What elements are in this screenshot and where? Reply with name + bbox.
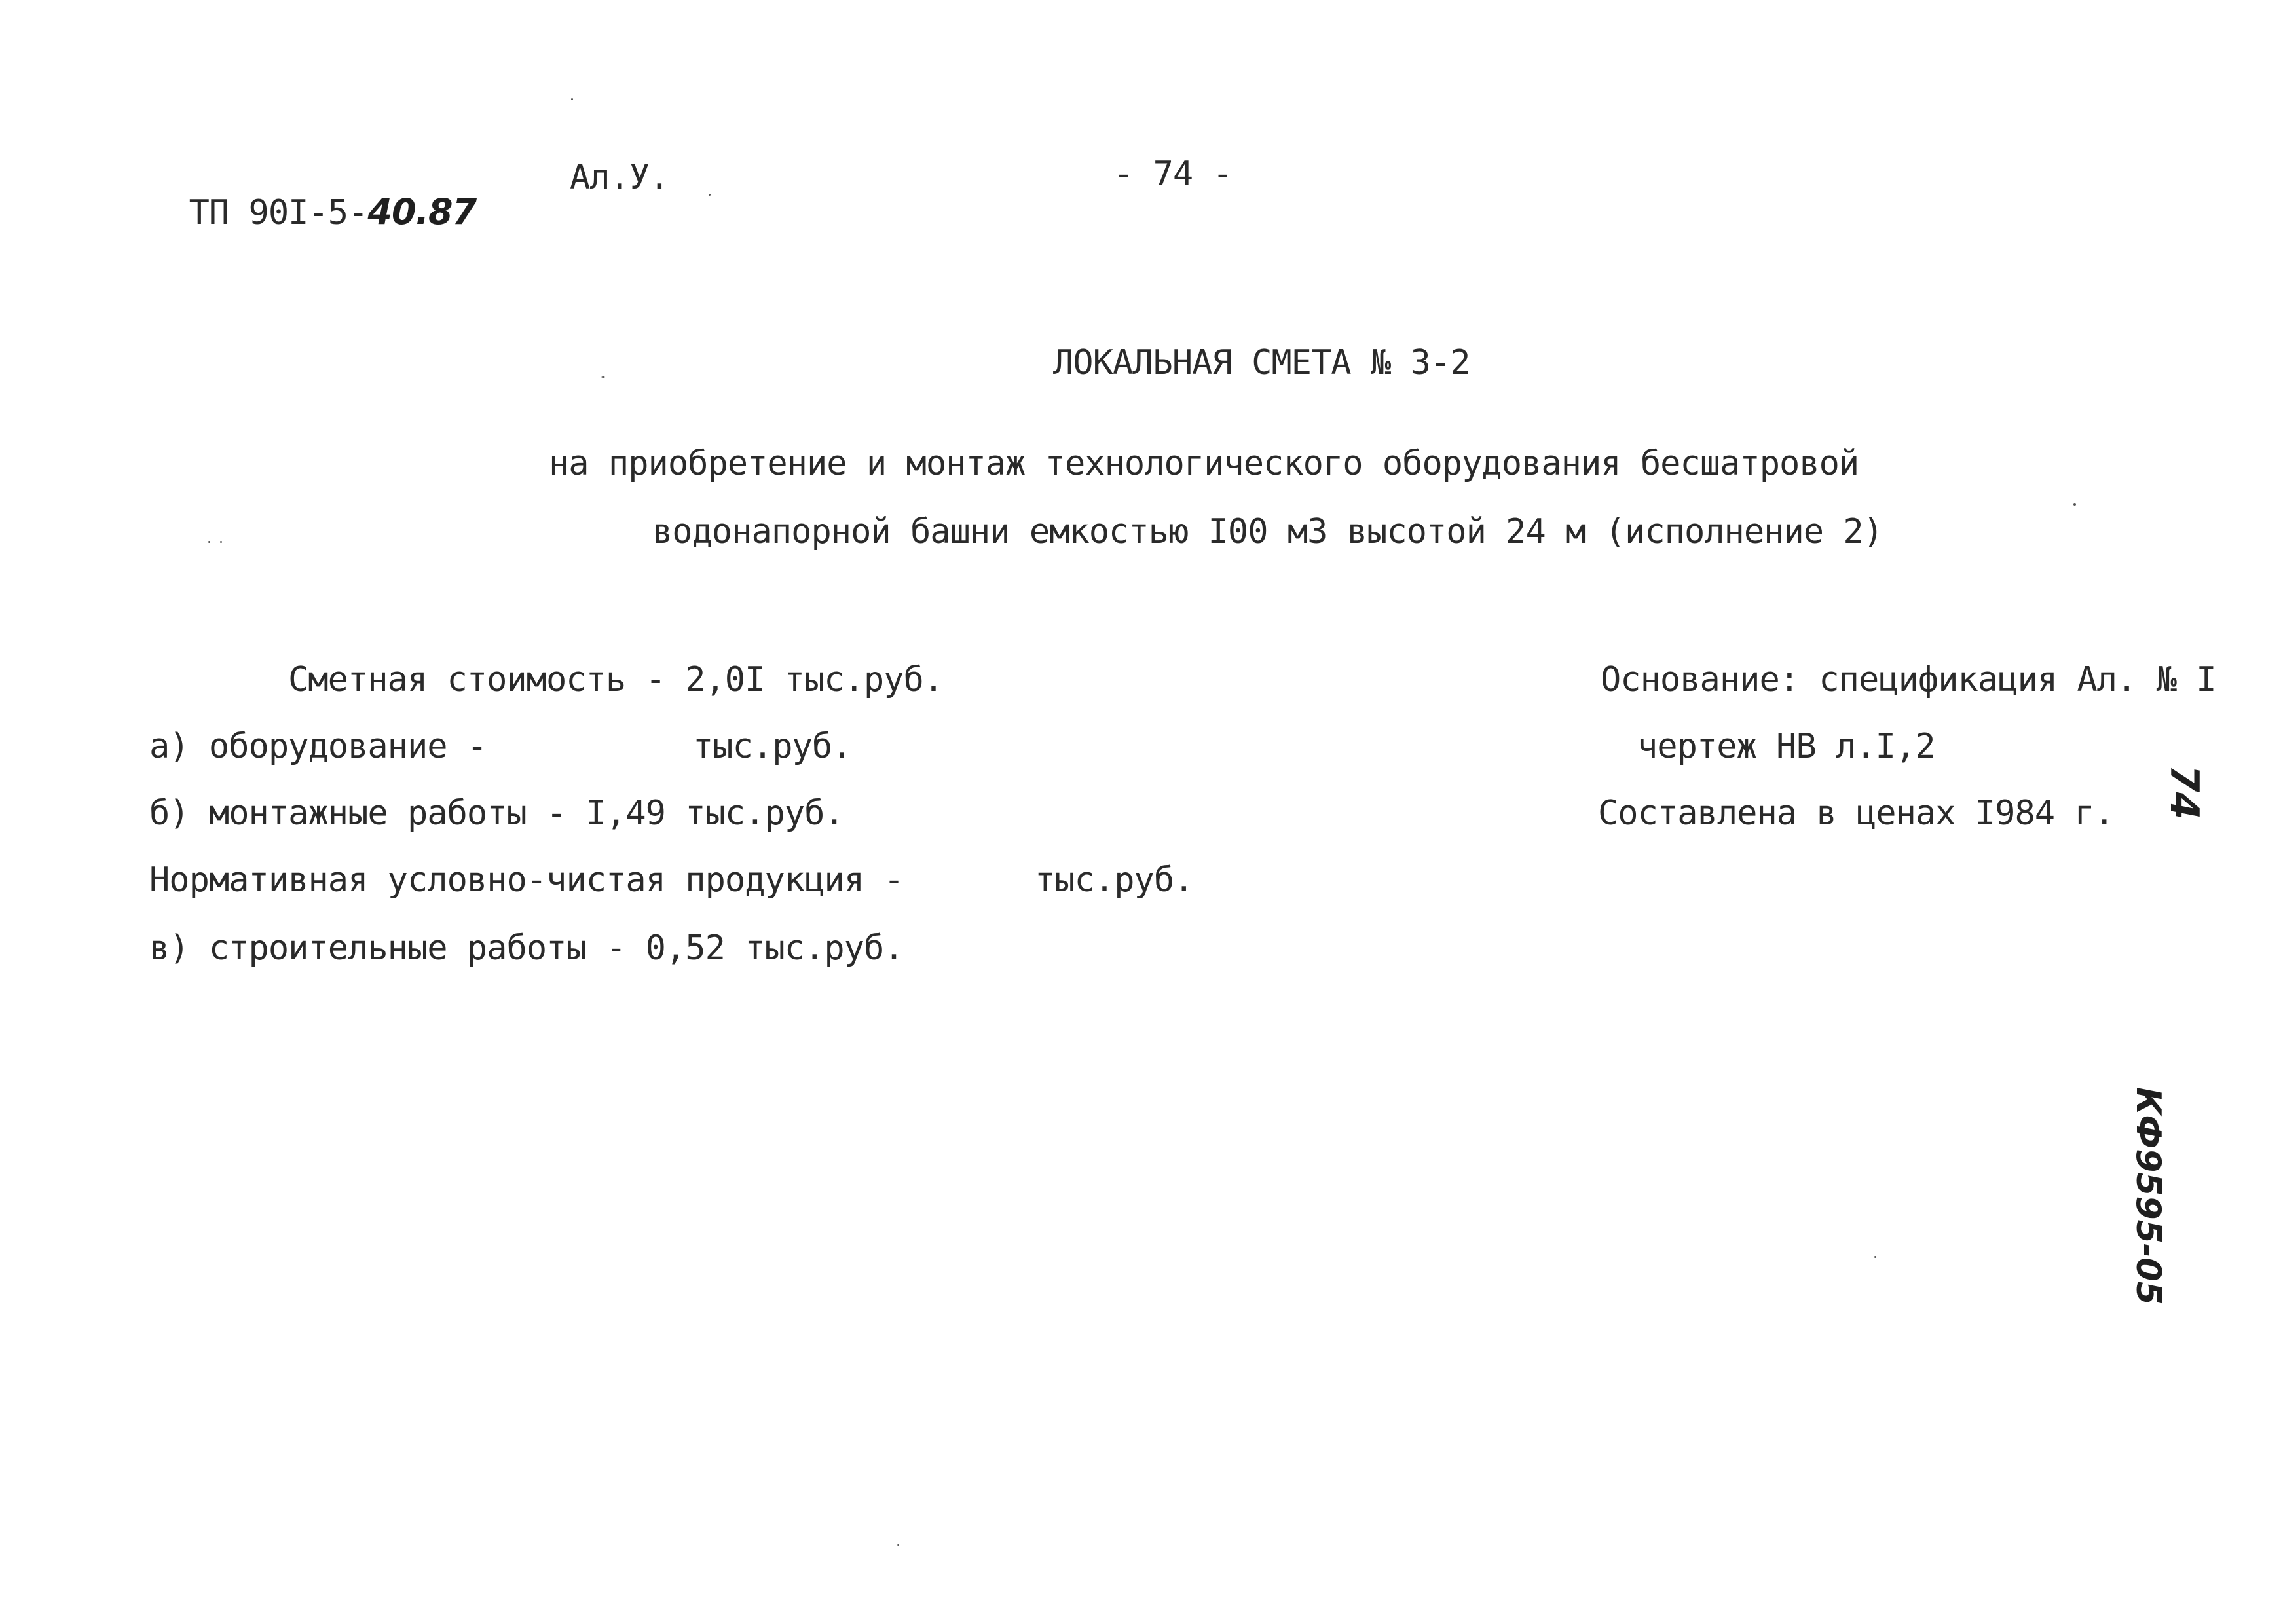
- scan-speck: [2073, 503, 2076, 506]
- scan-speck: [571, 98, 573, 100]
- doc-code: [149, 160, 476, 230]
- scan-speck: [709, 194, 711, 196]
- construction-cost: в) строительные работы - 0,52 тыс.руб.: [149, 929, 904, 968]
- equipment-cost-label: а) оборудование -: [149, 727, 487, 766]
- margin-page-number: 74: [2161, 765, 2207, 820]
- scan-speck: [1874, 1256, 1876, 1258]
- estimate-subtitle-line2: водонапорной башни емкостью I00 м3 высотой 24 м (исполнение 2): [652, 512, 1883, 551]
- scan-speck: [208, 541, 210, 543]
- normative-product-label: Нормативная условно-чистая продукция -: [149, 860, 904, 900]
- normative-product-unit: тыс.руб.: [1035, 860, 1194, 900]
- doc-code-handwritten: 40.87: [367, 191, 477, 232]
- estimate-subtitle-line1: на приобретение и монтаж технологического оборудования бесшатровой: [549, 444, 1859, 483]
- equipment-cost-unit: тыс.руб.: [693, 727, 852, 766]
- doc-code-prefix: ТП 90I-5-: [189, 193, 368, 232]
- page-number: - 74 -: [1113, 155, 1233, 194]
- scan-speck: [220, 541, 222, 543]
- estimate-heading: ЛОКАЛЬНАЯ СМЕТА № 3-2: [1053, 343, 1470, 382]
- basis-drawing: чертеж НВ л.I,2: [1637, 727, 1935, 766]
- archive-code: КФ9595-05: [2128, 1087, 2168, 1305]
- basis-specification: Основание: спецификация Ал. № I: [1601, 660, 2216, 699]
- album-label: Ал.У.: [570, 158, 669, 197]
- scan-speck: [601, 376, 605, 378]
- scan-speck: [897, 1544, 899, 1546]
- price-level: Составлена в ценах I984 г.: [1598, 794, 2114, 833]
- total-cost: Сметная стоимость - 2,0I тыс.руб.: [288, 660, 944, 699]
- installation-cost: б) монтажные работы - I,49 тыс.руб.: [149, 794, 844, 833]
